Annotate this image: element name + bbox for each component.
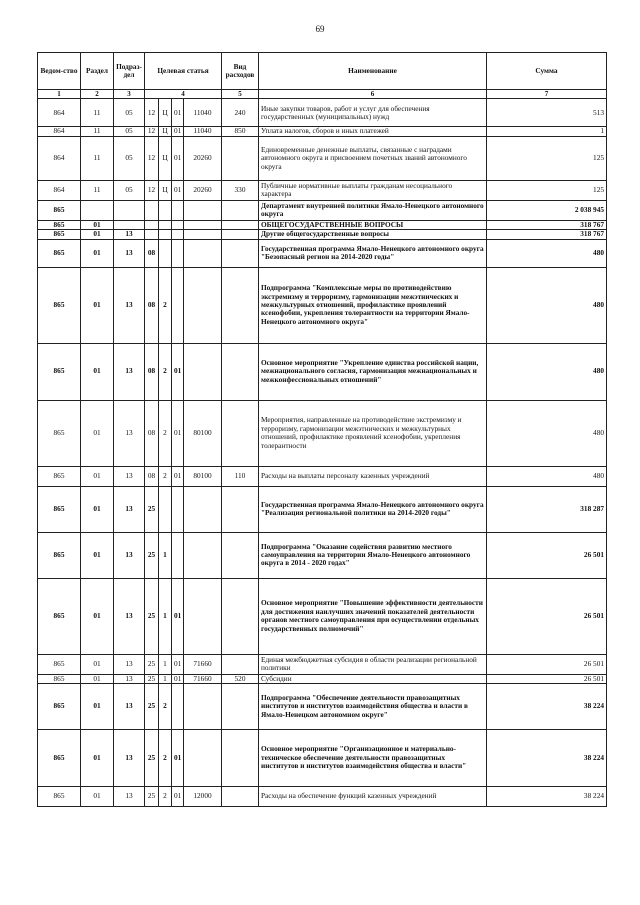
target-subprogram-cell: 1 <box>159 654 172 674</box>
table-row <box>38 400 607 466</box>
target-event-cell: 01 <box>172 400 184 466</box>
column-number: 5 <box>222 90 259 99</box>
razdel-cell: 01 <box>81 787 114 807</box>
sum-cell: 480 <box>487 239 607 267</box>
table-row <box>38 654 607 674</box>
target-event-cell: 01 <box>172 578 184 654</box>
table-row <box>38 532 607 578</box>
table-row <box>38 180 607 200</box>
target-event-cell: 01 <box>172 730 184 787</box>
table-row <box>38 486 607 532</box>
ved-cell: 865 <box>38 200 81 220</box>
name-cell: Иные закупки товаров, работ и услуг для обеспечения государственных (муниципальных) нужд <box>259 99 487 127</box>
target-subprogram-cell <box>159 486 172 532</box>
header-name: Наименование <box>259 53 487 90</box>
target-direction-cell <box>184 343 222 400</box>
target-program-cell: 08 <box>145 400 159 466</box>
header-ved: Ведом-ство <box>38 53 81 90</box>
ved-cell: 864 <box>38 136 81 180</box>
vid-cell: 110 <box>222 466 259 486</box>
target-program-cell: 12 <box>145 136 159 180</box>
target-subprogram-cell: Ц <box>159 180 172 200</box>
sum-cell: 26 501 <box>487 654 607 674</box>
name-cell: Основное мероприятие "Повышение эффективности деятельности для достижения наилучших значений показателей деятельности органов местного самоуправления при осуществлении отдельных государственных полномочий" <box>259 578 487 654</box>
target-direction-cell: 11040 <box>184 127 222 136</box>
ved-cell: 865 <box>38 730 81 787</box>
ved-cell: 865 <box>38 486 81 532</box>
vid-cell: 240 <box>222 99 259 127</box>
target-direction-cell <box>184 230 222 239</box>
target-program-cell: 25 <box>145 486 159 532</box>
column-number: 3 <box>114 90 145 99</box>
table-row <box>38 343 607 400</box>
name-cell: Другие общегосударственные вопросы <box>259 230 487 239</box>
vid-cell <box>222 136 259 180</box>
vid-cell <box>222 200 259 220</box>
target-program-cell: 25 <box>145 684 159 730</box>
header-podrazdel: Подраз-дел <box>114 53 145 90</box>
razdel-cell: 01 <box>81 267 114 343</box>
podrazdel-cell: 13 <box>114 267 145 343</box>
name-cell: Государственная программа Ямало-Ненецкого автономного округа "Реализация региональной политики на 2014-2020 годы" <box>259 486 487 532</box>
target-program-cell: 25 <box>145 532 159 578</box>
column-number: 6 <box>259 90 487 99</box>
target-direction-cell <box>184 730 222 787</box>
table-row <box>38 730 607 787</box>
vid-cell <box>222 578 259 654</box>
table-row <box>38 239 607 267</box>
sum-cell: 38 224 <box>487 787 607 807</box>
ved-cell: 864 <box>38 99 81 127</box>
target-program-cell: 25 <box>145 730 159 787</box>
razdel-cell: 01 <box>81 466 114 486</box>
ved-cell: 865 <box>38 684 81 730</box>
vid-cell <box>222 486 259 532</box>
table-row <box>38 267 607 343</box>
razdel-cell: 01 <box>81 220 114 229</box>
razdel-cell: 01 <box>81 532 114 578</box>
podrazdel-cell: 05 <box>114 127 145 136</box>
vid-cell <box>222 220 259 229</box>
target-program-cell: 12 <box>145 180 159 200</box>
target-program-cell: 08 <box>145 267 159 343</box>
vid-cell <box>222 230 259 239</box>
sum-cell: 38 224 <box>487 730 607 787</box>
podrazdel-cell <box>114 200 145 220</box>
sum-cell: 26 501 <box>487 674 607 683</box>
sum-cell: 513 <box>487 99 607 127</box>
target-direction-cell <box>184 267 222 343</box>
sum-cell: 480 <box>487 400 607 466</box>
podrazdel-cell: 13 <box>114 343 145 400</box>
podrazdel-cell: 13 <box>114 400 145 466</box>
podrazdel-cell: 13 <box>114 466 145 486</box>
header-razdel: Раздел <box>81 53 114 90</box>
target-event-cell: 01 <box>172 99 184 127</box>
table-row <box>38 230 607 239</box>
ved-cell: 865 <box>38 230 81 239</box>
target-event-cell <box>172 200 184 220</box>
table-body <box>38 99 607 807</box>
ved-cell: 865 <box>38 532 81 578</box>
target-program-cell: 25 <box>145 578 159 654</box>
target-subprogram-cell: 2 <box>159 343 172 400</box>
vid-cell <box>222 654 259 674</box>
razdel-cell: 01 <box>81 674 114 683</box>
table-row <box>38 136 607 180</box>
razdel-cell: 01 <box>81 230 114 239</box>
target-event-cell <box>172 220 184 229</box>
target-direction-cell <box>184 578 222 654</box>
table-row <box>38 787 607 807</box>
razdel-cell: 01 <box>81 486 114 532</box>
target-program-cell: 08 <box>145 239 159 267</box>
target-direction-cell: 11040 <box>184 99 222 127</box>
target-direction-cell: 80100 <box>184 400 222 466</box>
ved-cell: 865 <box>38 343 81 400</box>
table-row <box>38 220 607 229</box>
podrazdel-cell: 13 <box>114 654 145 674</box>
vid-cell <box>222 787 259 807</box>
podrazdel-cell <box>114 220 145 229</box>
target-program-cell <box>145 220 159 229</box>
sum-cell: 318 767 <box>487 220 607 229</box>
razdel-cell <box>81 200 114 220</box>
target-direction-cell: 12000 <box>184 787 222 807</box>
ved-cell: 865 <box>38 220 81 229</box>
name-cell: Подпрограмма "Комплексные меры по противодействию экстремизму и терроризму, гармонизации межэтнических и межкультурных отношений, профилактике проявлений ксенофобии, укрепления толерантности на территории Ямало-Ненецкого автономного округа" <box>259 267 487 343</box>
target-event-cell: 01 <box>172 343 184 400</box>
target-direction-cell: 20260 <box>184 180 222 200</box>
table-row <box>38 684 607 730</box>
razdel-cell: 01 <box>81 730 114 787</box>
name-cell: Департамент внутренней политики Ямало-Ненецкого автономного округа <box>259 200 487 220</box>
ved-cell: 864 <box>38 127 81 136</box>
razdel-cell: 11 <box>81 136 114 180</box>
podrazdel-cell: 13 <box>114 578 145 654</box>
sum-cell: 1 <box>487 127 607 136</box>
name-cell: Подпрограмма "Обеспечение деятельности правозащитных институтов и институтов взаимодействия общества и власти в Ямало-Ненецком автономном округе" <box>259 684 487 730</box>
podrazdel-cell: 13 <box>114 532 145 578</box>
header-sum: Сумма <box>487 53 607 90</box>
podrazdel-cell: 05 <box>114 180 145 200</box>
razdel-cell: 11 <box>81 180 114 200</box>
target-subprogram-cell: 2 <box>159 267 172 343</box>
sum-cell: 480 <box>487 343 607 400</box>
target-event-cell: 01 <box>172 466 184 486</box>
razdel-cell: 01 <box>81 343 114 400</box>
vid-cell <box>222 343 259 400</box>
target-event-cell <box>172 684 184 730</box>
column-number: 4 <box>145 90 222 99</box>
razdel-cell: 01 <box>81 239 114 267</box>
name-cell: Единовременные денежные выплаты, связанные с наградами автономного округа и присвоением почетных званий автономного округа <box>259 136 487 180</box>
name-cell: Расходы на обеспечение функций казенных учреждений <box>259 787 487 807</box>
target-event-cell: 01 <box>172 180 184 200</box>
podrazdel-cell: 13 <box>114 486 145 532</box>
sum-cell: 26 501 <box>487 532 607 578</box>
table-row <box>38 127 607 136</box>
target-event-cell <box>172 230 184 239</box>
target-subprogram-cell <box>159 230 172 239</box>
target-direction-cell <box>184 220 222 229</box>
sum-cell: 2 038 945 <box>487 200 607 220</box>
target-event-cell: 01 <box>172 136 184 180</box>
target-event-cell: 01 <box>172 787 184 807</box>
razdel-cell: 01 <box>81 654 114 674</box>
sum-cell: 125 <box>487 136 607 180</box>
razdel-cell: 01 <box>81 400 114 466</box>
vid-cell <box>222 267 259 343</box>
target-direction-cell <box>184 200 222 220</box>
target-subprogram-cell <box>159 200 172 220</box>
target-event-cell <box>172 532 184 578</box>
target-event-cell <box>172 486 184 532</box>
target-program-cell: 25 <box>145 674 159 683</box>
vid-cell: 850 <box>222 127 259 136</box>
target-subprogram-cell: Ц <box>159 127 172 136</box>
target-subprogram-cell: 2 <box>159 730 172 787</box>
target-event-cell <box>172 267 184 343</box>
vid-cell: 330 <box>222 180 259 200</box>
column-number: 1 <box>38 90 81 99</box>
ved-cell: 865 <box>38 466 81 486</box>
razdel-cell: 11 <box>81 99 114 127</box>
target-subprogram-cell: Ц <box>159 136 172 180</box>
sum-cell: 26 501 <box>487 578 607 654</box>
target-program-cell: 25 <box>145 654 159 674</box>
target-subprogram-cell: 1 <box>159 578 172 654</box>
name-cell: Публичные нормативные выплаты гражданам несоциального характера <box>259 180 487 200</box>
target-program-cell <box>145 200 159 220</box>
page-number: 69 <box>315 24 325 34</box>
target-direction-cell <box>184 486 222 532</box>
name-cell: Субсидии <box>259 674 487 683</box>
name-cell: Уплата налогов, сборов и иных платежей <box>259 127 487 136</box>
name-cell: Единая межбюджетная субсидия в области реализации региональной политики <box>259 654 487 674</box>
column-number: 2 <box>81 90 114 99</box>
target-program-cell: 08 <box>145 466 159 486</box>
target-program-cell: 12 <box>145 127 159 136</box>
name-cell: Расходы на выплаты персоналу казенных учреждений <box>259 466 487 486</box>
ved-cell: 865 <box>38 787 81 807</box>
target-event-cell: 01 <box>172 674 184 683</box>
target-subprogram-cell: 2 <box>159 787 172 807</box>
ved-cell: 865 <box>38 578 81 654</box>
header-target-article: Целевая статья <box>145 53 222 90</box>
header-row <box>38 53 607 90</box>
sum-cell: 480 <box>487 466 607 486</box>
podrazdel-cell: 13 <box>114 239 145 267</box>
table-row <box>38 466 607 486</box>
sum-cell: 318 767 <box>487 230 607 239</box>
sum-cell: 125 <box>487 180 607 200</box>
target-program-cell: 25 <box>145 787 159 807</box>
target-subprogram-cell: 2 <box>159 684 172 730</box>
table-row <box>38 674 607 683</box>
target-subprogram-cell: 2 <box>159 466 172 486</box>
target-subprogram-cell: 1 <box>159 532 172 578</box>
target-program-cell: 12 <box>145 99 159 127</box>
name-cell: Основное мероприятие "Организационное и материально-техническое обеспечение деятельности правозащитных институтов и институтов взаимодействия общества и власти" <box>259 730 487 787</box>
target-subprogram-cell <box>159 220 172 229</box>
podrazdel-cell: 13 <box>114 230 145 239</box>
vid-cell <box>222 532 259 578</box>
razdel-cell: 01 <box>81 578 114 654</box>
podrazdel-cell: 13 <box>114 674 145 683</box>
ved-cell: 864 <box>38 180 81 200</box>
podrazdel-cell: 05 <box>114 136 145 180</box>
name-cell: Основное мероприятие "Укрепление единства российской нации, межнационального согласия, гармонизация межнациональных и межконфессиональных отношений" <box>259 343 487 400</box>
table-row <box>38 200 607 220</box>
ved-cell: 865 <box>38 267 81 343</box>
name-cell: ОБЩЕГОСУДАРСТВЕННЫЕ ВОПРОСЫ <box>259 220 487 229</box>
ved-cell: 865 <box>38 400 81 466</box>
column-numbers-row <box>38 90 607 99</box>
name-cell: Мероприятия, направленные на противодействие экстремизму и терроризму, гармонизации межэтнических и межкультурных отношений, профилактике проявлений ксенофобии, укрепления толерантности <box>259 400 487 466</box>
razdel-cell: 01 <box>81 684 114 730</box>
name-cell: Государственная программа Ямало-Ненецкого автономного округа "Безопасный регион на 2014-2020 годы" <box>259 239 487 267</box>
ved-cell: 865 <box>38 239 81 267</box>
vid-cell <box>222 239 259 267</box>
target-event-cell <box>172 239 184 267</box>
razdel-cell: 11 <box>81 127 114 136</box>
podrazdel-cell: 05 <box>114 99 145 127</box>
target-event-cell: 01 <box>172 654 184 674</box>
target-direction-cell: 71660 <box>184 654 222 674</box>
vid-cell: 520 <box>222 674 259 683</box>
column-number: 7 <box>487 90 607 99</box>
table-row <box>38 578 607 654</box>
podrazdel-cell: 13 <box>114 684 145 730</box>
target-direction-cell: 71660 <box>184 674 222 683</box>
target-subprogram-cell <box>159 239 172 267</box>
target-program-cell: 08 <box>145 343 159 400</box>
podrazdel-cell: 13 <box>114 787 145 807</box>
target-subprogram-cell: 2 <box>159 400 172 466</box>
sum-cell: 38 224 <box>487 684 607 730</box>
target-direction-cell: 80100 <box>184 466 222 486</box>
target-subprogram-cell: 1 <box>159 674 172 683</box>
vid-cell <box>222 684 259 730</box>
target-direction-cell: 20260 <box>184 136 222 180</box>
ved-cell: 865 <box>38 654 81 674</box>
sum-cell: 480 <box>487 267 607 343</box>
ved-cell: 865 <box>38 674 81 683</box>
podrazdel-cell: 13 <box>114 730 145 787</box>
target-direction-cell <box>184 684 222 730</box>
target-event-cell: 01 <box>172 127 184 136</box>
budget-table <box>37 52 607 807</box>
target-direction-cell <box>184 239 222 267</box>
target-direction-cell <box>184 532 222 578</box>
vid-cell <box>222 400 259 466</box>
target-subprogram-cell: Ц <box>159 99 172 127</box>
target-program-cell <box>145 230 159 239</box>
name-cell: Подпрограмма "Оказание содействия развитию местного самоуправления на территории Ямало-Ненецкого автономного округа в 2014 - 2020 годах" <box>259 532 487 578</box>
sum-cell: 318 287 <box>487 486 607 532</box>
table-row <box>38 99 607 127</box>
vid-cell <box>222 730 259 787</box>
header-vid: Вид расходов <box>222 53 259 90</box>
